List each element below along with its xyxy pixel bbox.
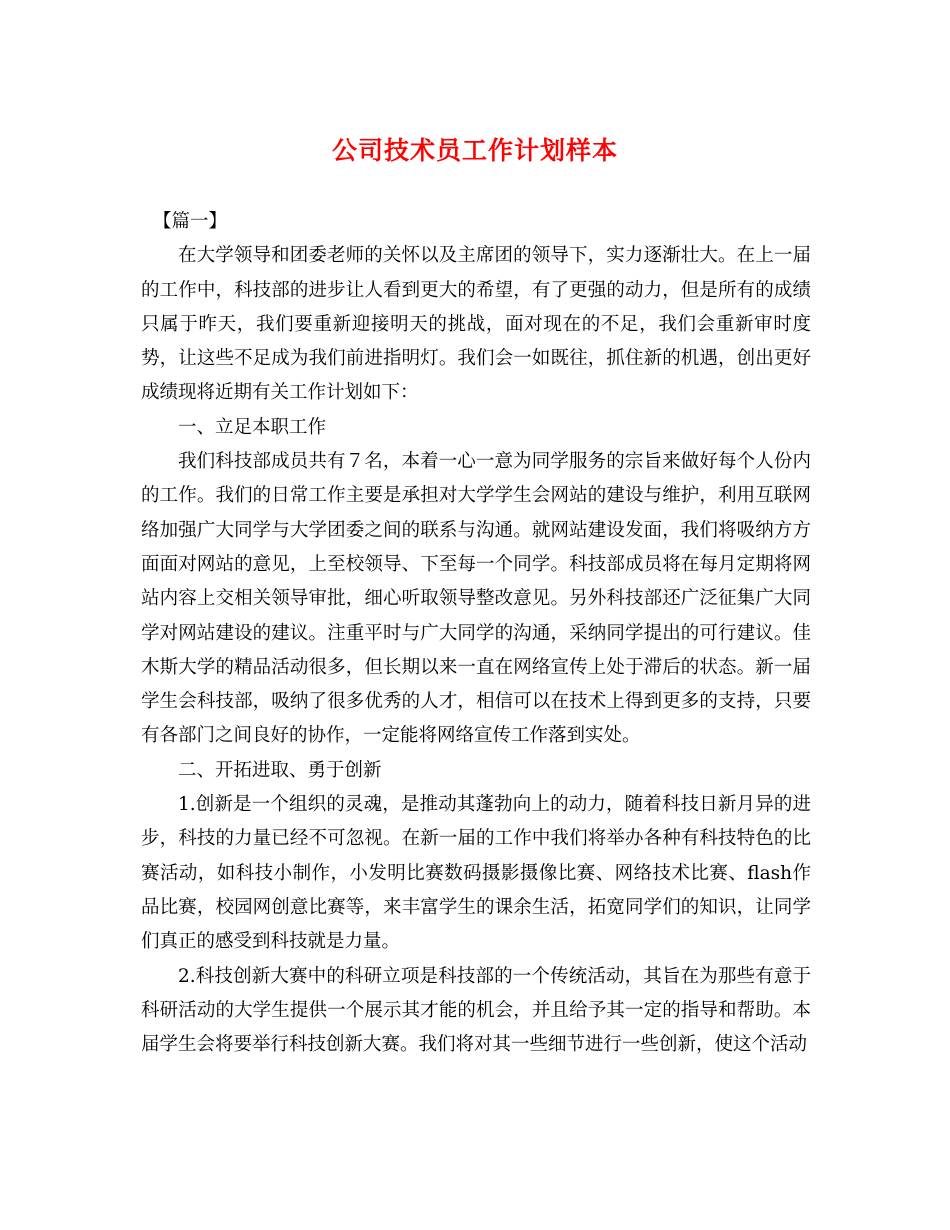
document-body <box>141 205 811 1062</box>
section-tag: 【篇一】 <box>153 211 228 232</box>
heading-1: 一、立足本职工作 <box>178 416 327 438</box>
heading-2: 二、开拓进取、勇于创新 <box>178 759 382 781</box>
paragraph-intro: 在大学领导和团委老师的关怀以及主席团的领导下，实力逐渐壮大。在上一届的工作中，科技部的进步让人看到更大的希望，有了更强的动力，但是所有的成绩只属于昨天，我们要重新迎接明天的挑战，面对现在的不足，我们会重新审时度势，让这些不足成为我们前进指明灯。我们会一如既往，抓住新的机遇，创出更好成绩现将近期有关工作计划如下： <box>141 245 811 404</box>
paragraph-2-2: 2.科技创新大赛中的科研立项是科技部的一个传统活动，其旨在为那些有意于科研活动的大学生提供一个展示其才能的机会，并且给予其一定的指导和帮助。本届学生会将要举行科技创新大赛。我们将对其一些细节进行一些创新，使这个活动 <box>141 965 811 1056</box>
paragraph-1: 我们科技部成员共有７名，本着一心一意为同学服务的宗旨来做好每个人份内的工作。我们的日常工作主要是承担对大学学生会网站的建设与维护，利用互联网络加强广大同学与大学团委之间的联系与沟通。就网站建设发面，我们将吸纳方方面面对网站的意见，上至校领导、下至每一个同学。科技部成员将在每月定期将网站内容上交相关领导审批，细心听取领导整改意见。另外科技部还广泛征集广大同学对网站建设的建议。注重平时与广大同学的沟通，采纳同学提出的可行建议。佳木斯大学的精品活动很多，但长期以来一直在网络宣传上处于滞后的状态。新一届学生会科技部，吸纳了很多优秀的人才，相信可以在技术上得到更多的支持，只要有各部门之间良好的协作，一定能将网络宣传工作落到实处。 <box>141 451 811 747</box>
paragraph-2-1: 1.创新是一个组织的灵魂，是推动其蓬勃向上的动力，随着科技日新月异的进步，科技的力量已经不可忽视。在新一届的工作中我们将举办各种有科技特色的比赛活动，如科技小制作，小发明比赛数码摄影摄像比赛、网络技术比赛、flash作品比赛，校园网创意比赛等，来丰富学生的课余生活，拓宽同学们的知识，让同学们真正的感受到科技就是力量。 <box>141 794 811 953</box>
document-title: 公司技术员工作计划样本 <box>331 136 618 165</box>
